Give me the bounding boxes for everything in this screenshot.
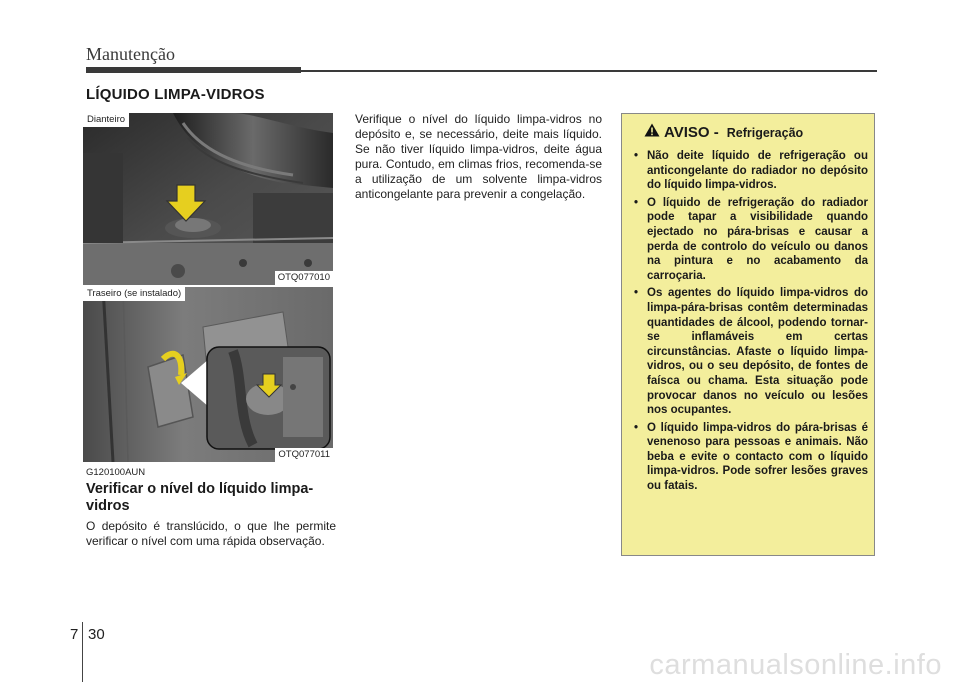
warning-item: • O líquido de refrigeração do radiador pode tapar a visibilidade quando ejectado no pára-brisas e causar a perda de controlo do veículo ou danos na pintura e no acabamento da carroçaria. bbox=[634, 196, 868, 282]
section-code: G120100AUN bbox=[86, 467, 146, 478]
left-paragraph: O depósito é translúcido, o que lhe permite verificar o nível com uma rápida observação. bbox=[86, 519, 336, 548]
header-rule bbox=[301, 70, 877, 72]
photo-label-rear: Traseiro (se instalado) bbox=[83, 287, 185, 301]
section-title: LÍQUIDO LIMPA-VIDROS bbox=[86, 86, 265, 103]
warning-item: • Não deite líquido de refrigeração ou anticongelante do radiador no depósito do líquido limpa-vidros. bbox=[634, 150, 868, 192]
header-title: Manutenção bbox=[86, 44, 175, 64]
rear-reservoir-photo bbox=[83, 287, 333, 462]
warning-subtitle: Refrigeração bbox=[726, 125, 804, 140]
warning-item: • O líquido limpa-vidros do pára-brisas é venenoso para pessoas e animais. Não beba e evite o contacto com o líquido limpa-vidros. Pode sofrer lesões graves ou fatais. bbox=[634, 421, 868, 493]
warning-item: • Os agentes do líquido limpa-vidros do limpa-pára-brisas contêm determinadas quantidades de álcool, podendo tornar-se inflamáveis em certas circunstâncias. Afaste o líquido limpa-vidros, ou o seu depósito, de fontes de faísca ou chama. Esta situação pode provocar danos no veículo ou lesões nos ocupantes. bbox=[634, 287, 868, 417]
page-number: 30 bbox=[88, 626, 105, 643]
front-reservoir-photo bbox=[83, 113, 333, 285]
photo-label-front: Dianteiro bbox=[83, 113, 129, 127]
chapter-number: 7 bbox=[70, 626, 79, 643]
warning-title: AVISO - bbox=[664, 124, 719, 141]
footer-divider bbox=[82, 622, 83, 682]
photo-code-rear: OTQ077011 bbox=[275, 448, 333, 462]
middle-paragraph: Verifique o nível do líquido limpa-vidros no depósito e, se necessário, deite mais líquido. Se não tiver líquido limpa-vidros, deite água pura. Contudo, em climas frios, recomenda-se a utilização de um solvente limpa-vidros anticongelante para prevenir a congelação. bbox=[355, 112, 602, 201]
subsection-title: Verificar o nível do líquido limpa-vidros bbox=[86, 481, 314, 514]
header-bar bbox=[86, 67, 301, 73]
warning-list bbox=[632, 149, 868, 497]
watermark: carmanualsonline.info bbox=[649, 649, 942, 681]
warning-header bbox=[644, 123, 803, 142]
warning-triangle-icon bbox=[644, 123, 660, 142]
warning-box bbox=[621, 113, 875, 556]
photo-code-front: OTQ077010 bbox=[275, 271, 333, 285]
